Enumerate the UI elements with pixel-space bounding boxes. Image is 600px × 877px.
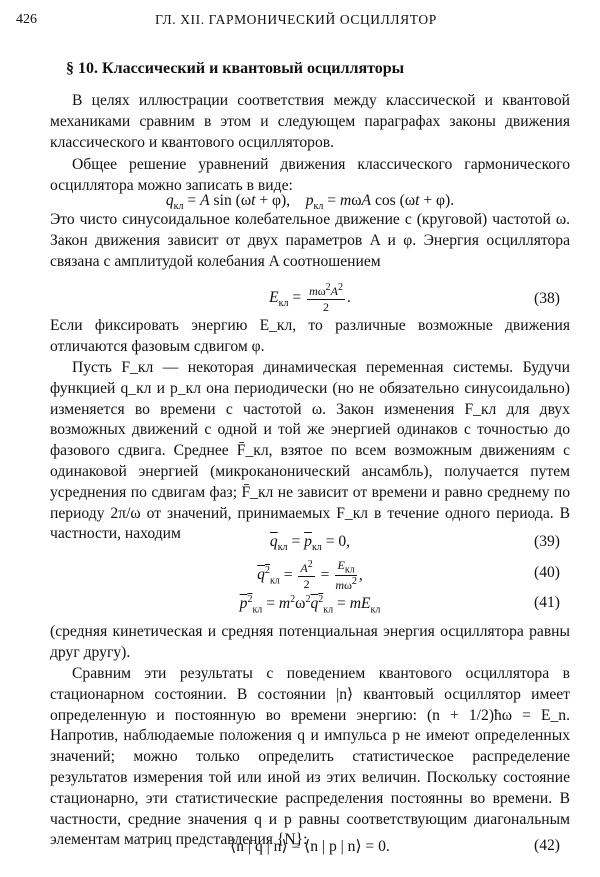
section-title: § 10. Классический и квантовый осцилляторы (66, 60, 405, 77)
page-number: 426 (16, 12, 37, 27)
paragraph-6 (50, 622, 570, 664)
equation-number-42: (42) (534, 837, 560, 854)
equation-number-39: (39) (534, 533, 560, 550)
equation-motion: $q_{кл} = A$ sin (ωt + φ), $p_{кл} = m\omega A$ cos (ωt + φ). (165, 192, 455, 213)
equation-number-38: (38) (534, 290, 560, 307)
paragraph-5-text: Пусть F_кл — некоторая динамическая переменная системы. Будучи функцией q_кл и p_кл она периодически (но не обязательно синусоидально) изменяется во времени с частотой ω. Закон изменения F_кл для двух возможных движений с одной и той же энергией одинаков с точностью до фазового сдвига. Среднее F̄_кл, взятое по всем возможным движениям с одинаковой энергией (микроканонический ансамбль), получается путем усреднения по сдвигам фаз; F̄_кл не зависит от времени и равно среднему по периоду 2π/ω от значений, принимаемых F_кл в течение одного периода. В частности, находим (50, 359, 570, 543)
equation-number-41: (41) (534, 594, 560, 611)
fraction: $\frac{A^2}{2}$ (300, 559, 313, 592)
equation-38: $E_{кл}$ = $\frac{m\omega^2A^2}{2}$ . (269, 282, 351, 314)
paragraph-2 (50, 155, 570, 197)
equation-41: $p^2_{кл} = m^2\omega^2q^2_{кл} = mE_{кл}$ (239, 594, 381, 616)
paragraph-3-text: Это чисто синусоидальное колебательное движение с (круговой) частотой ω. Закон движения зависит от двух параметров A и φ. Энергия осциллятора связана с амплитудой колебания A соотношением (50, 211, 570, 270)
paragraph-5 (50, 358, 570, 545)
fraction: $\frac{E_{кл}}{m\omega^2}$ (335, 558, 357, 593)
paragraph-7-text: Сравним эти результаты с поведением квантового осциллятора в стационарном состоянии. В состоянии |n⟩ квантовый осциллятор имеет определенную и постоянную во времени энергию: (n + 1/2)ħω = E_n. Напротив, наблюдаемые положения q и импульса p не имеют определенных значений; можно только определить статистическое распределение результатов измерения той или иной из этих величин. Поскольку состояние стационарно, эти статистические распределения постоянны во времени. В частности, средние значения q и p равны соответствующим диагональным элементам матриц представления {N}: (50, 665, 570, 849)
equation-42: ⟨n | q | n⟩ = ⟨n | p | n⟩ = 0. (230, 838, 390, 855)
paragraph-1-text: В целях иллюстрации соответствия между классической и квантовой механиками сравним в этом и следующем параграфах законы движения классического и квантового осцилляторов. (50, 92, 570, 151)
equation-40: $q^2_{кл}$ = $\frac{A^2}{2}$ = $\frac{E_{кл}}{m\omega^2}$ , (257, 558, 363, 593)
paragraph-1 (50, 91, 570, 153)
paragraph-3 (50, 210, 570, 272)
fraction: $\frac{m\omega^2A^2}{2}$ (309, 282, 343, 314)
paragraph-7 (50, 664, 570, 851)
paragraph-6-text: (средняя кинетическая и средняя потенциальная энергия осциллятора равны друг другу). (50, 623, 570, 661)
equation-number-40: (40) (534, 564, 560, 581)
equation-39: $\overline{q}_{кл} = \overline{p}_{кл} = 0$, (269, 533, 351, 554)
paragraph-4-text: Если фиксировать энергию E_кл, то различные возможные движения отличаются фазовым сдвигом φ. (50, 317, 570, 355)
paragraph-2-text: Общее решение уравнений движения классического гармонического осциллятора можно записать в виде: (50, 156, 570, 194)
paragraph-4 (50, 316, 570, 358)
page-header (16, 12, 576, 34)
running-title: ГЛ. XII. ГАРМОНИЧЕСКИЙ ОСЦИЛЛЯТОР (155, 12, 437, 27)
